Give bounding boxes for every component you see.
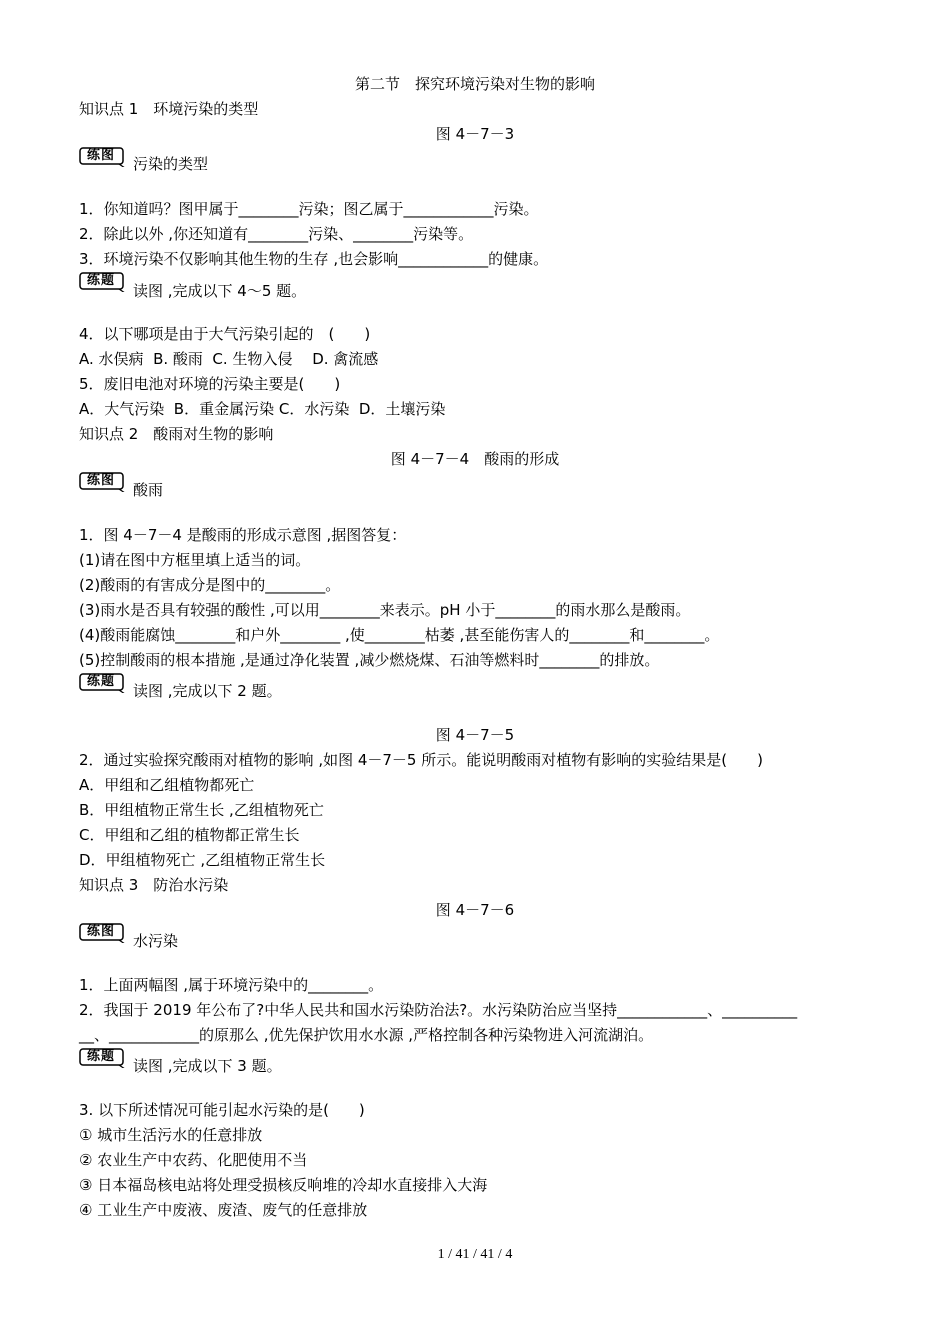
section-3-heading: 知识点 3 防治水污染: [79, 876, 229, 894]
badge-label: 练图: [86, 924, 115, 939]
s1-question-1: 1．你知道吗？图甲属于________污染；图乙属于____________污染。: [79, 200, 539, 218]
s1-question-4: 4．以下哪项是由于大气污染引起的 ( ): [79, 325, 371, 343]
practice-figure-badge: [79, 472, 127, 492]
s2-question-1-part-4: (4)酸雨能腐蚀________和户外________ ,使________枯萎 ,甚至能伤害人的________和________。: [79, 626, 720, 644]
badge-label: 练图: [86, 148, 115, 163]
page-title: 第二节 探究环境污染对生物的影响: [354, 75, 595, 93]
s2-question-1-part-5: (5)控制酸雨的根本措施 ,是通过净化装置 ,减少燃烧煤、石油等燃料时________的排放。: [79, 651, 660, 669]
badge-label: 练图: [86, 473, 115, 488]
s3-question-3-item-2: ② 农业生产中农药、化肥使用不当: [79, 1151, 308, 1169]
s3-question-3-item-1: ① 城市生活污水的任意排放: [79, 1126, 263, 1144]
s1-question-5-options: A．大气污染 B．重金属污染 C．水污染 D．土壤污染: [79, 400, 446, 418]
section-2-heading: 知识点 2 酸雨对生物的影响: [79, 425, 274, 443]
s3-question-2-line-2: __、____________的原那么 ,优先保护饮用水水源 ,严格控制各种污染物进入河流湖泊。: [79, 1026, 654, 1044]
figure-4-7-6-caption: 图 4－7－6: [435, 901, 515, 919]
s1-question-4-options: A. 水俣病 B. 酸雨 C. 生物入侵 D. 禽流感: [79, 350, 379, 368]
practice-figure-badge: [79, 147, 127, 167]
badge-label: 练题: [86, 674, 115, 689]
s3-question-1: 1．上面两幅图 ,属于环境污染中的________。: [79, 976, 384, 994]
s3-question-3-item-3: ③ 日本福岛核电站将处理受损核反响堆的冷却水直接排入大海: [79, 1176, 488, 1194]
s1-question-3: 3．环境污染不仅影响其他生物的生存 ,也会影响____________的健康。: [79, 250, 549, 268]
s2-question-2: 2．通过实验探究酸雨对植物的影响 ,如图 4－7－5 所示。能说明酸雨对植物有影响的实验结果是( ): [79, 751, 763, 769]
practice-figure-badge: [79, 923, 127, 943]
practice-exercise-badge: [79, 1048, 127, 1068]
s3-question-3: 3. 以下所述情况可能引起水污染的是( ): [79, 1101, 365, 1119]
section-3-topic: 水污染: [133, 932, 179, 950]
section-1-topic: 污染的类型: [133, 155, 209, 173]
s2-question-2-option-d: D．甲组植物死亡 ,乙组植物正常生长: [79, 851, 326, 869]
figure-4-7-4-caption: 图 4－7－4 酸雨的形成: [390, 450, 560, 468]
section-2-topic: 酸雨: [133, 481, 164, 499]
s2-question-1-part-2: (2)酸雨的有害成分是图中的________。: [79, 576, 341, 594]
s2-question-2-option-a: A．甲组和乙组植物都死亡: [79, 776, 255, 794]
s2-question-1: 1．图 4－7－4 是酸雨的形成示意图 ,据图答复：: [79, 526, 407, 544]
badge-label: 练题: [86, 1049, 115, 1064]
page-number: 1 / 41 / 41 / 4: [437, 1247, 513, 1262]
figure-4-7-3-caption: 图 4－7－3: [435, 125, 515, 143]
section-1-heading: 知识点 1 环境污染的类型: [79, 100, 259, 118]
s2-question-2-option-c: C．甲组和乙组的植物都正常生长: [79, 826, 300, 844]
practice-exercise-badge: [79, 673, 127, 693]
s2-question-2-option-b: B．甲组植物正常生长 ,乙组植物死亡: [79, 801, 324, 819]
s3-question-3-item-4: ④ 工业生产中废液、废渣、废气的任意排放: [79, 1201, 368, 1219]
s3-question-2-line-1: 2．我国于 2019 年公布了?中华人民共和国水污染防治法?。水污染防治应当坚持____________、__________: [79, 1001, 798, 1019]
figure-4-7-5-caption: 图 4－7－5: [435, 726, 515, 744]
s1-read-prompt: 读图 ,完成以下 4～5 题。: [133, 282, 307, 300]
s2-question-1-part-3: (3)雨水是否具有较强的酸性 ,可以用________来表示。pH 小于________的雨水那么是酸雨。: [79, 601, 691, 619]
s2-question-1-part-1: (1)请在图中方框里填上适当的词。: [79, 551, 311, 569]
s2-read-prompt: 读图 ,完成以下 2 题。: [133, 682, 282, 700]
s1-question-5: 5．废旧电池对环境的污染主要是( ): [79, 375, 341, 393]
badge-label: 练题: [86, 273, 115, 288]
practice-exercise-badge: [79, 272, 127, 292]
s3-read-prompt: 读图 ,完成以下 3 题。: [133, 1057, 282, 1075]
s1-question-2: 2．除此以外 ,你还知道有________污染、________污染等。: [79, 225, 474, 243]
